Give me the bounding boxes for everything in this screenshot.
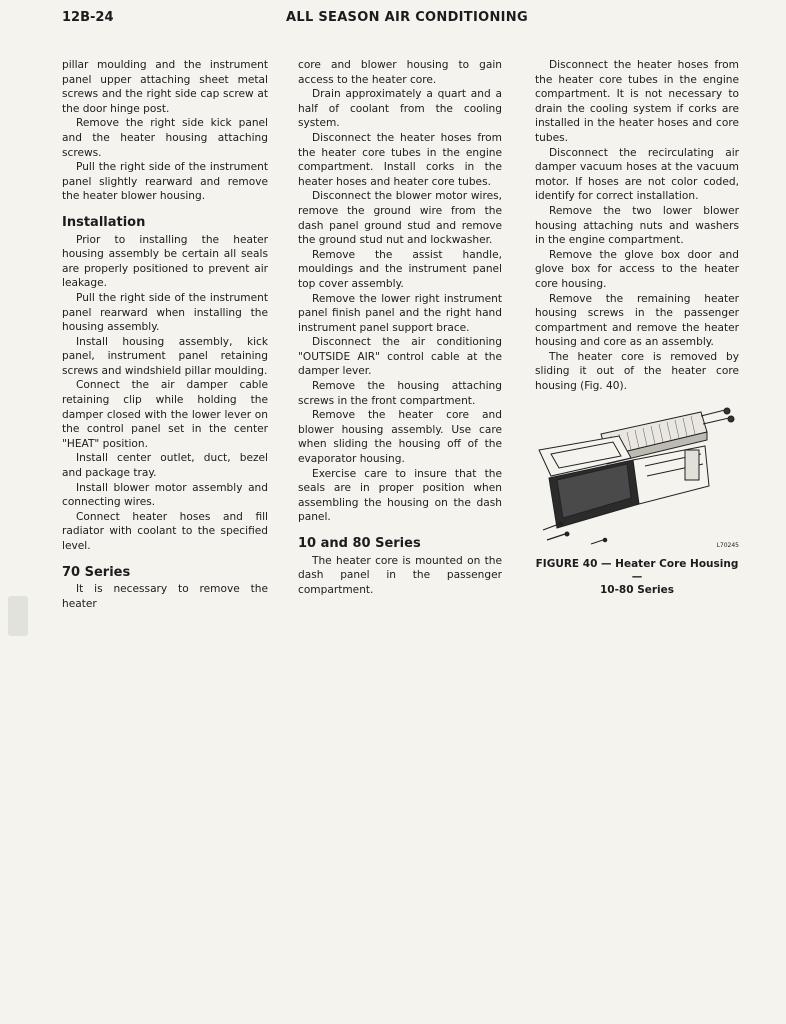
column-1 (62, 58, 268, 611)
paragraph: Connect the air damper cable retaining clip while holding the damper closed with the lower lever on the control panel set in the center "HEAT" position. (62, 379, 268, 450)
paragraph: The heater core is mounted on the dash panel in the passenger compartment. (298, 554, 502, 596)
paragraph: Exercise care to insure that the seals are in proper position when assembling the housing on the dash panel. (298, 467, 502, 524)
paragraph: Remove the lower right instrument panel finish panel and the right hand instrument panel support brace. (298, 292, 502, 334)
page-number: 12B-24 (62, 10, 114, 25)
paragraph: Install center outlet, duct, bezel and package tray. (62, 452, 268, 480)
paragraph: core and blower housing to gain access to the heater core. (298, 59, 502, 86)
heater-core-housing-drawing (535, 406, 739, 556)
heading-installation: Installation (62, 214, 146, 230)
paragraph: Disconnect the air conditioning "OUTSIDE AIR" control cable at the damper lever. (298, 336, 502, 378)
paragraph: Remove the assist handle, mouldings and the instrument panel top cover assembly. (298, 248, 502, 290)
paragraph: Prior to installing the heater housing assembly be certain all seals are properly positioned to prevent air leakage. (62, 233, 268, 290)
paragraph: Remove the housing attaching screws in the front compartment. (298, 380, 502, 407)
section-title: ALL SEASON AIR CONDITIONING (286, 10, 528, 25)
paragraph: Disconnect the heater hoses from the heater core tubes in the engine compartment. Install corks in the heater hoses and heater core tubes. (298, 131, 502, 188)
paragraph: Disconnect the recirculating air damper vacuum hoses at the vacuum motor. If hoses are not color coded, identify for correct installation. (535, 146, 739, 203)
paragraph: Disconnect the blower motor wires, remove the ground wire from the dash panel ground stud and remove the ground stud nut and lockwasher. (298, 190, 502, 247)
caption-line-1: FIGURE 40 — Heater Core Housing — (535, 557, 739, 583)
paragraph: Install blower motor assembly and connecting wires. (62, 481, 268, 509)
paragraph: The heater core is removed by sliding it out of the heater core housing (Fig. 40). (535, 350, 739, 393)
paragraph: Drain approximately a quart and a half of coolant from the cooling system. (298, 88, 502, 130)
column-2 (298, 58, 502, 597)
paragraph: Disconnect the heater hoses from the heater core tubes in the engine compartment. It is not necessary to drain the cooling system if corks are installed in the heater hoses and core tubes. (535, 59, 739, 144)
heading-10-80-series: 10 and 80 Series (298, 536, 421, 551)
figure-caption (535, 558, 739, 597)
paragraph: pillar moulding and the instrument panel upper attaching sheet metal screws and the right side cap screw at the door hinge post. (62, 59, 268, 115)
figure-code: L70245 (716, 542, 739, 550)
page-header (0, 10, 786, 30)
page-edge-tab (8, 596, 28, 636)
paragraph: Remove the remaining heater housing screws in the passenger compartment and remove the heater housing and core as an assembly. (535, 292, 739, 349)
paragraph: It is necessary to remove the heater (62, 583, 268, 610)
paragraph: Connect heater hoses and fill radiator with coolant to the specified level. (62, 510, 268, 552)
paragraph: Pull the right side of the instrument panel rearward when installing the housing assembly. (62, 291, 268, 334)
figure-40-illustration (535, 406, 739, 556)
caption-line-2: 10-80 Series (599, 583, 675, 596)
paragraph: Pull the right side of the instrument panel slightly rearward and remove the heater blower housing. (62, 161, 268, 203)
paragraph: Remove the heater core and blower housing assembly. Use care when sliding the housing off of the evaporator housing. (298, 409, 502, 466)
paragraph: Remove the right side kick panel and the heater housing attaching screws. (62, 117, 268, 159)
paragraph: Install housing assembly, kick panel, instrument panel retaining screws and windshield pillar moulding. (62, 335, 268, 377)
heading-70-series: 70 Series (62, 564, 131, 580)
paragraph: Remove the two lower blower housing attaching nuts and washers in the engine compartment. (535, 204, 739, 247)
paragraph: Remove the glove box door and glove box for access to the heater core housing. (535, 248, 739, 290)
column-3 (535, 58, 739, 597)
